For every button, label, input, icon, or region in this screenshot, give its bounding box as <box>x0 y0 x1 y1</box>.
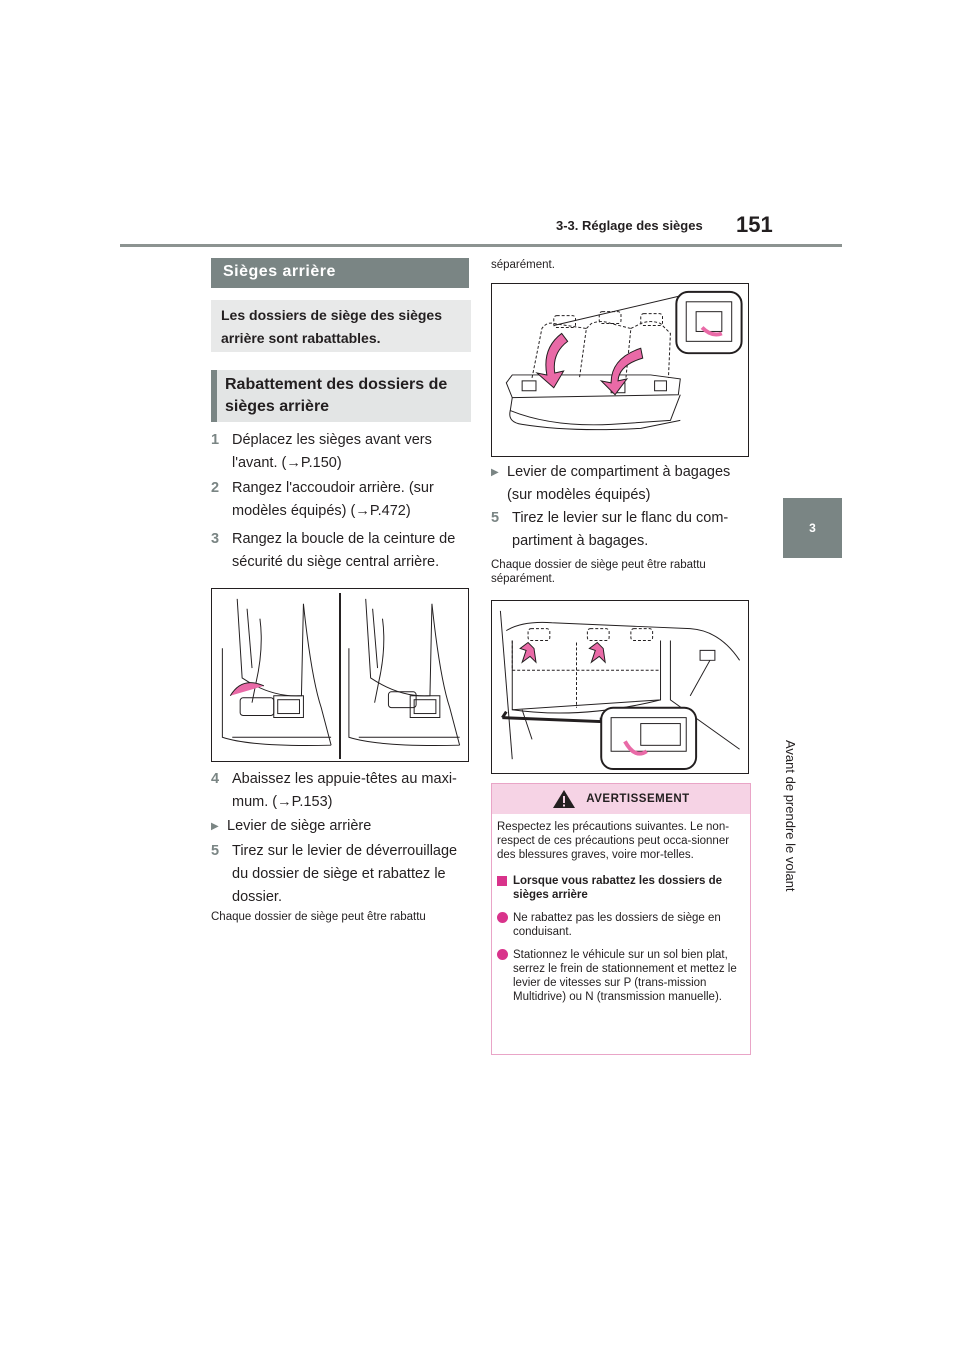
step-4 <box>211 768 473 814</box>
warning-header <box>492 784 750 814</box>
step-text: Déplacez les sièges avant vers l'avant. (→P.150) <box>232 432 432 471</box>
step-5b <box>491 507 753 553</box>
header-section-title: 3-3. Réglage des sièges <box>556 218 703 233</box>
luggage-lever-illustration <box>492 601 748 773</box>
bullet-luggage-lever <box>491 461 753 507</box>
step-5 <box>211 840 473 909</box>
subsection-title: Rabattement des dossiers de sièges arrière <box>211 370 471 422</box>
warning-heading <box>497 874 745 902</box>
seatbelt-buckle-illustration <box>212 589 468 761</box>
note-fold-separately-continued: séparément. <box>491 259 555 271</box>
step-3 <box>211 528 473 574</box>
warning-heading-text: Lorsque vous rabattez les dossiers de sièges arrière <box>513 875 722 901</box>
chapter-title-vertical: Avant de prendre le volant <box>783 740 798 892</box>
step-number: 1 <box>211 432 220 448</box>
page-number: 151 <box>736 212 773 237</box>
bullet-rear-seat-lever <box>211 815 473 838</box>
warning-title: AVERTISSEMENT <box>586 793 690 805</box>
step-text: Tirez le levier sur le flanc du com-partiment à bagages. <box>512 510 729 549</box>
step-number: 4 <box>211 771 220 787</box>
step-text: Rangez l'accoudoir arrière. (sur modèles équipés) (→P.472) <box>232 480 434 519</box>
square-bullet-icon <box>497 876 507 886</box>
step-number: 2 <box>211 480 220 496</box>
figure-seatbelt-buckle <box>211 588 469 762</box>
step-text: Abaissez les appuie-têtes au maxi-mum. (→P.153) <box>232 771 457 810</box>
step-1 <box>211 429 473 475</box>
warning-box <box>491 783 751 1055</box>
step-number: 5 <box>211 843 220 859</box>
intro-box: Les dossiers de siège des sièges arrière sont rabattables. <box>211 300 471 352</box>
header-divider <box>120 244 842 247</box>
warning-item-text: Ne rabattez pas les dossiers de siège en conduisant. <box>513 912 721 938</box>
section-title: Sièges arrière <box>211 258 469 288</box>
bullet-text: Levier de compartiment à bagages (sur modèles équipés) <box>507 464 731 503</box>
figure-luggage-lever <box>491 600 749 774</box>
circle-bullet-icon <box>497 912 508 923</box>
rear-seat-fold-illustration <box>492 284 748 456</box>
triangle-right-icon: ▶ <box>491 467 499 478</box>
warning-intro: Respectez les précautions suivantes. Le non-respect de ces précautions peut occa-sionner des blessures graves, voire mor-telles. <box>497 821 730 861</box>
step-number: 5 <box>491 510 500 526</box>
step-text: Tirez sur le levier de déverrouillage du dossier de siège et rabattez le dossier. <box>232 843 458 905</box>
note-fold-separately-2: Chaque dossier de siège peut être rabattu séparément. <box>491 559 706 585</box>
warning-triangle-icon <box>552 789 576 809</box>
bullet-text: Levier de siège arrière <box>227 818 372 834</box>
step-number: 3 <box>211 531 220 547</box>
warning-body <box>492 814 750 1008</box>
step-text: Rangez la boucle de la ceinture de sécurité du siège central arrière. <box>232 531 456 570</box>
warning-item <box>497 911 745 939</box>
note-fold-separately-start: Chaque dossier de siège peut être rabattu <box>211 911 426 923</box>
circle-bullet-icon <box>497 949 508 960</box>
step-2 <box>211 477 473 523</box>
figure-rear-seat-fold <box>491 283 749 457</box>
warning-item-text: Stationnez le véhicule sur un sol bien plat, serrez le frein de stationnement et mettez le levier de vitesses sur P (trans-mission Multidrive) ou N (transmission manuelle). <box>513 949 737 1003</box>
triangle-right-icon: ▶ <box>211 821 219 832</box>
warning-item <box>497 948 745 1004</box>
chapter-tab: 3 <box>783 498 842 558</box>
